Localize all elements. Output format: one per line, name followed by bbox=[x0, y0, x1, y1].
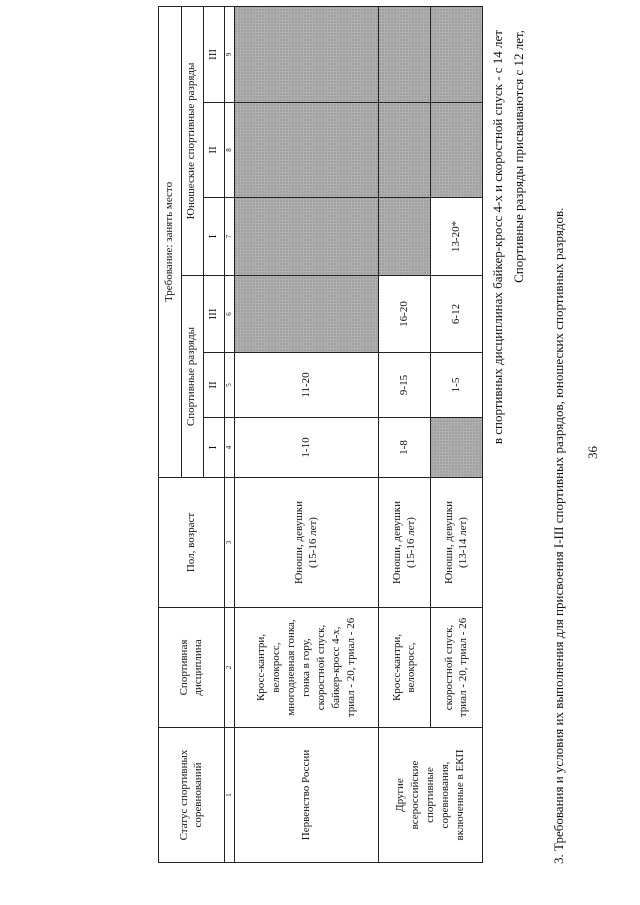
header-sport-rank-3: III bbox=[204, 276, 225, 353]
gender-age-cell bbox=[430, 478, 482, 608]
column-number: 2 bbox=[225, 608, 235, 728]
age-line: (15-16 лет) bbox=[307, 517, 320, 568]
shaded-cell bbox=[430, 103, 482, 198]
header-sport-rank-2: II bbox=[204, 353, 225, 418]
header-sport-ranks: Спортивные разряды bbox=[181, 276, 204, 478]
gender-age-cell bbox=[234, 478, 378, 608]
header-discipline: Спортивная дисциплина bbox=[159, 608, 225, 728]
gender-age-cell bbox=[378, 478, 430, 608]
discipline-line: скоростной спуск, bbox=[314, 624, 327, 711]
place-sport-rank-1: 1-10 bbox=[234, 418, 378, 478]
section-heading: 3. Требования и условия их выполнения для присвоения I-III спортивных разрядов, юношеских спортивных разрядов. bbox=[551, 207, 566, 864]
age-line: (13-14 лет) bbox=[457, 517, 470, 568]
age-line: (15-16 лет) bbox=[405, 517, 418, 568]
age-note-line-2: в спортивных дисциплинах байкер-кросс 4-х и скоростной спуск - с 14 лет bbox=[490, 30, 505, 445]
rank-requirements-table bbox=[158, 6, 483, 863]
place-sport-rank-2: 11-20 bbox=[234, 353, 378, 418]
age-note-line-1: Спортивные разряды присваиваются с 12 лет, bbox=[511, 30, 526, 283]
shaded-cell bbox=[378, 198, 430, 276]
gender-line: Юноши, девушки bbox=[442, 500, 455, 585]
discipline-cell bbox=[234, 608, 378, 728]
gender-line: Юноши, девушки bbox=[390, 500, 403, 585]
place-youth-rank-1: 13-20* bbox=[430, 198, 482, 276]
status-cell-other-competitions bbox=[378, 728, 482, 863]
shaded-cell bbox=[234, 276, 378, 353]
status-cell-russia-championship: Первенство России bbox=[234, 728, 378, 863]
status-line: соревнования, bbox=[438, 761, 451, 829]
column-number: 9 bbox=[225, 6, 235, 102]
column-number: 8 bbox=[225, 103, 235, 198]
shaded-cell bbox=[430, 6, 482, 102]
status-line: включенные в ЕКП bbox=[453, 749, 466, 841]
header-youth-rank-2: II bbox=[204, 103, 225, 198]
discipline-line: байкер-кросс 4-х, bbox=[329, 626, 342, 709]
shaded-cell bbox=[430, 418, 482, 478]
place-sport-rank-2: 9-15 bbox=[378, 353, 430, 418]
column-number: 6 bbox=[225, 276, 235, 353]
status-line: спортивные bbox=[424, 767, 437, 823]
page-number: 36 bbox=[585, 446, 600, 459]
header-sport-rank-1: I bbox=[204, 418, 225, 478]
shaded-cell bbox=[234, 103, 378, 198]
discipline-line: велокросс, bbox=[270, 642, 283, 693]
discipline-line: Кросс-кантри, bbox=[390, 633, 403, 702]
place-sport-rank-2: 1-5 bbox=[430, 353, 482, 418]
discipline-line: скоростной спуск, bbox=[442, 624, 455, 711]
shaded-cell bbox=[234, 198, 378, 276]
shaded-cell bbox=[378, 6, 430, 102]
header-youth-rank-1: I bbox=[204, 198, 225, 276]
shaded-cell bbox=[234, 6, 378, 102]
discipline-line: триал - 20, триал - 26 bbox=[344, 617, 357, 718]
column-number: 5 bbox=[225, 353, 235, 418]
discipline-cell bbox=[378, 608, 430, 728]
column-number: 4 bbox=[225, 418, 235, 478]
header-status: Статус спортивных соревнований bbox=[159, 728, 225, 863]
discipline-line: триал - 20, триал - 26 bbox=[457, 617, 470, 718]
discipline-line: многодневная гонка, bbox=[285, 619, 298, 716]
header-requirement: Требование: занять место bbox=[159, 6, 182, 477]
shaded-cell bbox=[378, 103, 430, 198]
status-line: Другие bbox=[394, 778, 407, 812]
gender-line: Юноши, девушки bbox=[292, 500, 305, 585]
status-line: всероссийские bbox=[409, 760, 422, 830]
header-youth-ranks: Юношеские спортивные разряды bbox=[181, 6, 204, 275]
place-sport-rank-3: 16-20 bbox=[378, 276, 430, 353]
column-number: 3 bbox=[225, 478, 235, 608]
header-youth-rank-3: III bbox=[204, 6, 225, 102]
discipline-line: велокросс, bbox=[405, 642, 418, 693]
column-number: 1 bbox=[225, 728, 235, 863]
discipline-line: гонка в гору, bbox=[299, 638, 312, 697]
discipline-cell bbox=[430, 608, 482, 728]
column-number: 7 bbox=[225, 198, 235, 276]
discipline-line: Кросс-кантри, bbox=[255, 633, 268, 702]
header-gender-age: Пол, возраст bbox=[159, 478, 225, 608]
place-sport-rank-3: 6-12 bbox=[430, 276, 482, 353]
place-sport-rank-1: 1-8 bbox=[378, 418, 430, 478]
